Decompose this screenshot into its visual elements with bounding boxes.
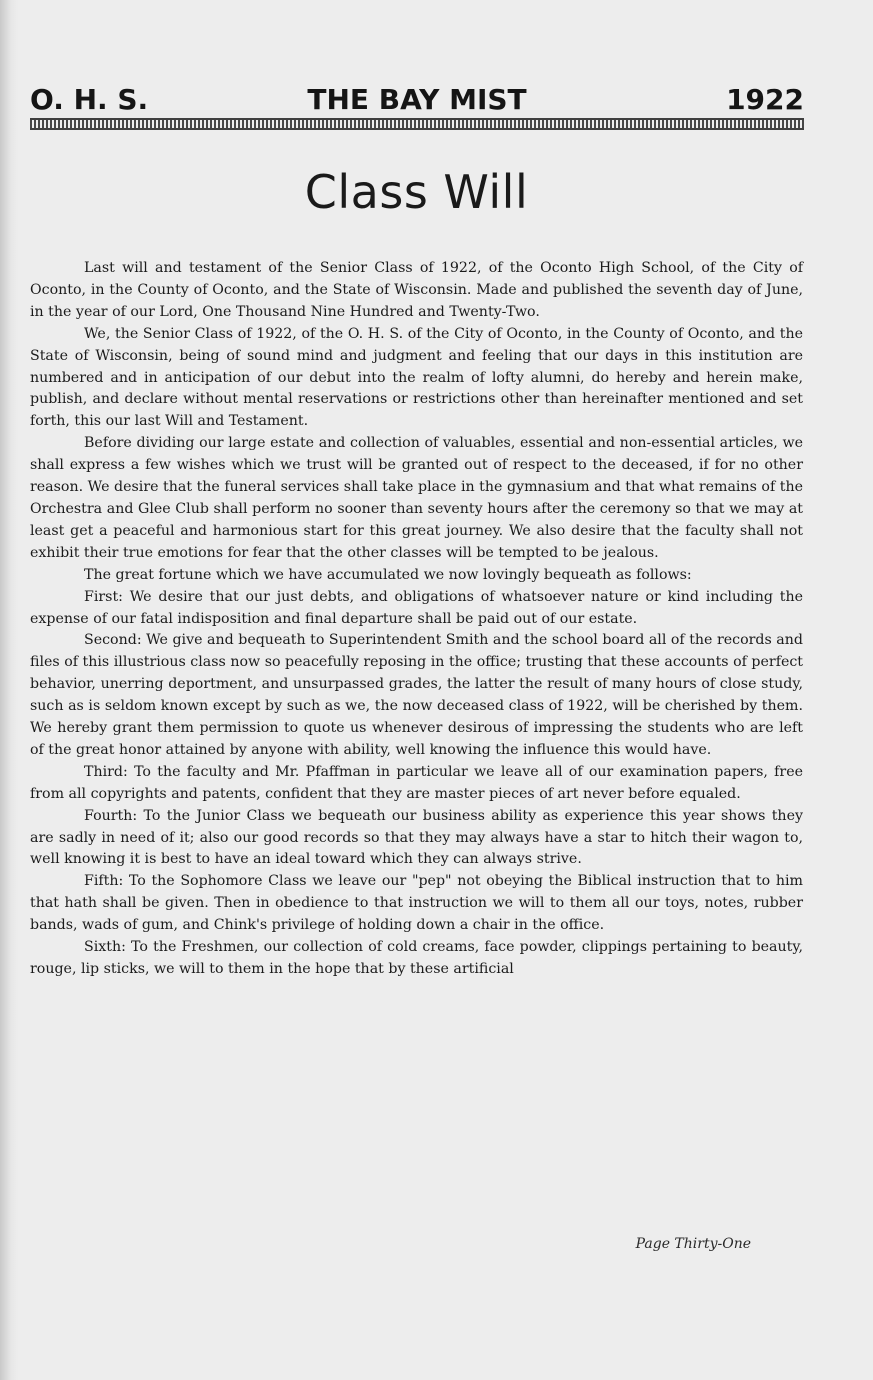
- header-year: 1922: [726, 83, 804, 116]
- paragraph: We, the Senior Class of 1922, of the O. H. S. of the City of Oconto, in the County of Oconto, and the State of Wisconsin, being of sound mind and judgment and feeling that our days in this institution are numbered and in anticipation of our debut into the realm of lofty alumni, do hereby and herein make, publish, and declare without mental reservations or restrictions other than hereinafter mentioned and set forth, this our last Will and Testament.: [30, 325, 803, 430]
- header-rule: [30, 118, 804, 130]
- paragraph: First: We desire that our just debts, and obligations of whatsoever nature or kind including the expense of our fatal indisposition and final departure shall be paid out of our estate.: [30, 588, 803, 627]
- paragraph: Last will and testament of the Senior Class of 1922, of the Oconto High School, of the City of Oconto, in the County of Oconto, and the State of Wisconsin. Made and published the seventh day of June, in the year of our Lord, One Thousand Nine Hundred and Twenty-Two.: [30, 260, 803, 320]
- header-school: O. H. S.: [30, 83, 149, 116]
- paragraph: Before dividing our large estate and collection of valuables, essential and non-essential articles, we shall express a few wishes which we trust will be granted out of respect to the deceased, if for no other reason. We desire that the funeral services shall take place in the gymnasium and that what remains of the Orchestra and Glee Club shall perform no sooner than seventy hours after the ceremony so that we may at least get a peaceful and harmonious start for this great journey. We also desire that the faculty shall not exhibit their true emotions for fear that the other classes will be tempted to be jealous.: [30, 435, 803, 561]
- page-title: Class Will: [304, 165, 529, 219]
- header-publication-title: THE BAY MIST: [307, 83, 527, 116]
- paragraph: Fourth: To the Junior Class we bequeath our business ability as experience this year shows they are sadly in need of it; also our good records so that they may always have a star to hitch their wagon to, well knowing it is best to have an ideal toward which they can always strive.: [30, 807, 803, 868]
- paragraph: Fifth: To the Sophomore Class we leave our "pep" not obeying the Biblical instruction that to him that hath shall be given. Then in obedience to that instruction we will to them all our toys, notes, rubber bands, wads of gum, and Chink's privilege of holding down a chair in the office.: [30, 873, 803, 934]
- paragraph: The great fortune which we have accumulated we now lovingly bequeath as follows:: [84, 566, 692, 583]
- page-number: Page Thirty-One: [635, 1236, 751, 1252]
- paragraph: Third: To the faculty and Mr. Pfaffman in particular we leave all of our examination papers, free from all copyrights and patents, confident that they are master pieces of art never before equaled.: [30, 763, 803, 802]
- paragraph: Sixth: To the Freshmen, our collection of cold creams, face powder, clippings pertaining to beauty, rouge, lip sticks, we will to them in the hope that by these artificial: [30, 939, 803, 977]
- article-body: [30, 258, 803, 981]
- paragraph: Second: We give and bequeath to Superintendent Smith and the school board all of the records and files of this illustrious class now so peacefully reposing in the office; trusting that these accounts of perfect behavior, unerring deportment, and unsurpassed grades, the latter the result of many hours of close study, such as is seldom known except by such as we, the now deceased class of 1922, will be cherished by them. We hereby grant them permission to quote us whenever desirous of impressing the students who are left of the great honor attained by anyone with ability, well knowing the influence this would have.: [30, 632, 803, 758]
- running-header: [30, 82, 804, 118]
